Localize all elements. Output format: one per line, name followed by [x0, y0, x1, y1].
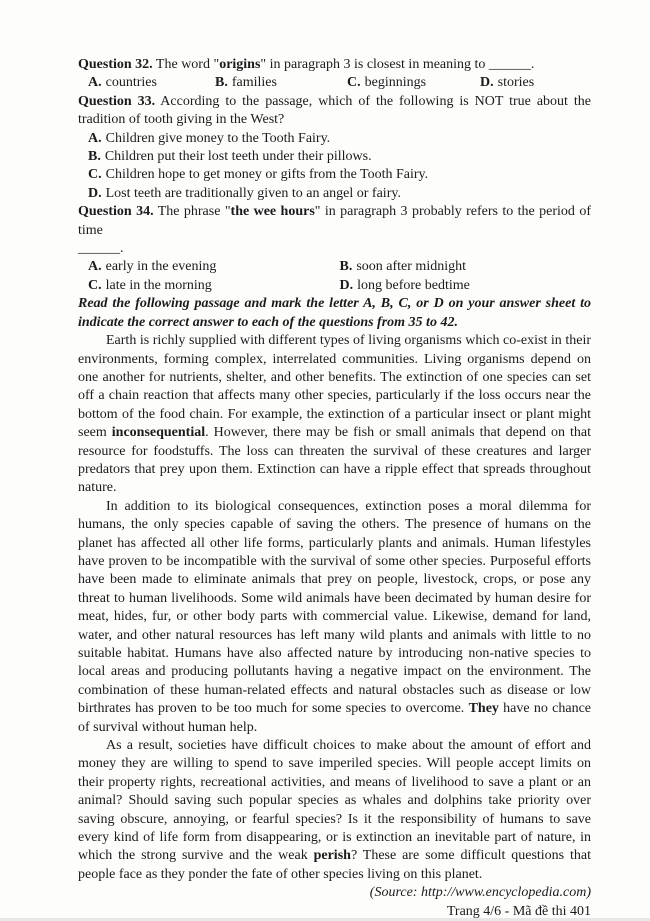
option-text: Children give money to the Tooth Fairy.	[105, 130, 331, 146]
option-b	[78, 148, 591, 166]
question-33-stem: Question 33. According to the passage, which of the following is NOT true about the tradition of tooth giving in the West?	[78, 93, 591, 128]
option-text: beginnings	[364, 75, 427, 91]
passage-paragraph-2: In addition to its biological consequences, extinction poses a moral dilemma for humans, the only species capable of saving the others. The presence of humans on the planet has affected all other life forms, particularly plants and animals. Human lifestyles have proven to be incompatible with the survival of some other species. Purposeful efforts have been made to eliminate animals that prey on people, livestock, crops, or pose any threat to human livelihoods. Some wild animals have been decimated by human desire for meat, hides, fur, or other body parts with commercial value. Likewise, demand for land, water, and other natural resources has left many wild plants and animals with little to no suitable habitat. Humans have also affected nature by introducing non-native species to local areas and producing pollutants having a negative impact on the environment. The combination of these human-related effects and natural obstacles such as disease or low birthrates has proven to be too much for some species to overcome. They have no chance of survival without human help.	[78, 498, 591, 735]
option-label: D.	[88, 185, 102, 201]
option-label: B.	[88, 149, 101, 165]
question-34-blank: ______.	[78, 241, 124, 257]
option-label: C.	[88, 167, 102, 183]
option-label: C.	[88, 277, 102, 293]
option-d	[480, 74, 534, 92]
option-text: Children hope to get money or gifts from the Tooth Fairy.	[105, 167, 429, 183]
option-text: Lost teeth are traditionally given to an angel or fairy.	[105, 185, 401, 201]
option-label: A.	[88, 130, 102, 146]
option-label: A.	[88, 259, 102, 275]
question-33	[78, 93, 591, 203]
option-label: B.	[215, 75, 228, 91]
option-text: countries	[105, 75, 157, 91]
option-text: families	[231, 75, 277, 91]
option-label: C.	[347, 75, 361, 91]
passage-paragraph-1: Earth is richly supplied with different types of living organisms which co-exist in their environments, forming complex, interrelated communities. Living organisms depend on one another for nutrients, shelter, and other benefits. The extinction of one species can set off a chain reaction that affects many other species, particularly if the loss occurs near the bottom of the food chain. For example, the extinction of a particular insect or plant might seem inconsequential. However, there may be fish or small animals that depend on that resource for foodstuffs. The loss can threaten the survival of these creatures and larger predators that prey upon them. Extinction can have a ripple effect that spreads throughout nature.	[78, 333, 592, 496]
option-text: early in the evening	[105, 259, 217, 275]
page-footer: Trang 4/6 - Mã đề thi 401	[446, 903, 591, 919]
source-citation: (Source: http://www.encyclopedia.com)	[369, 885, 591, 901]
option-text: soon after midnight	[356, 259, 466, 275]
option-label: B.	[339, 259, 353, 275]
option-d	[340, 277, 592, 295]
option-text: late in the morning	[105, 277, 212, 293]
section-instruction: Read the following passage and mark the letter A, B, C, or D on your answer sheet to indicate the correct answer to each of the questions from 35 to 42.	[78, 296, 591, 330]
option-label: D.	[339, 277, 354, 293]
option-a	[78, 130, 591, 148]
option-text: Children put their lost teeth under their pillows.	[104, 149, 372, 165]
option-c	[347, 74, 480, 92]
option-a	[88, 258, 340, 276]
option-a	[88, 74, 215, 92]
question-34	[78, 203, 591, 295]
question-32-stem: Question 32. The word "origins" in paragraph 3 is closest in meaning to ______.	[78, 57, 535, 72]
question-32-options	[78, 74, 591, 92]
question-34-stem: Question 34. The phrase "the wee hours" in paragraph 3 probably refers to the period of time	[78, 204, 591, 238]
reading-passage	[78, 332, 591, 884]
option-b	[215, 74, 347, 92]
option-label: A.	[88, 75, 102, 91]
option-text: stories	[497, 75, 535, 91]
option-c	[78, 166, 591, 184]
question-32	[78, 56, 591, 93]
option-label: D.	[480, 75, 494, 91]
option-text: long before bedtime	[357, 277, 470, 293]
option-c	[88, 277, 340, 295]
passage-paragraph-3: As a result, societies have difficult choices to make about the amount of effort and money they are willing to spend to save imperiled species. Will people accept limits on their property rights, recreational activities, and means of livelihood to save a plant or an animal? Should saving such popular species as whales and dolphins take priority over saving obscure, annoying, or fearful species? Is it the responsibility of humans to save every kind of life form from disappearing, or is extinction an inevitable part of nature, in which the strong survive and the weak perish? These are some difficult questions that people face as they ponder the fate of other species living on this planet.	[78, 738, 592, 882]
question-34-options-row-2	[78, 277, 591, 295]
option-d	[78, 185, 591, 203]
option-b	[340, 258, 592, 276]
question-34-options-row-1	[78, 258, 591, 276]
